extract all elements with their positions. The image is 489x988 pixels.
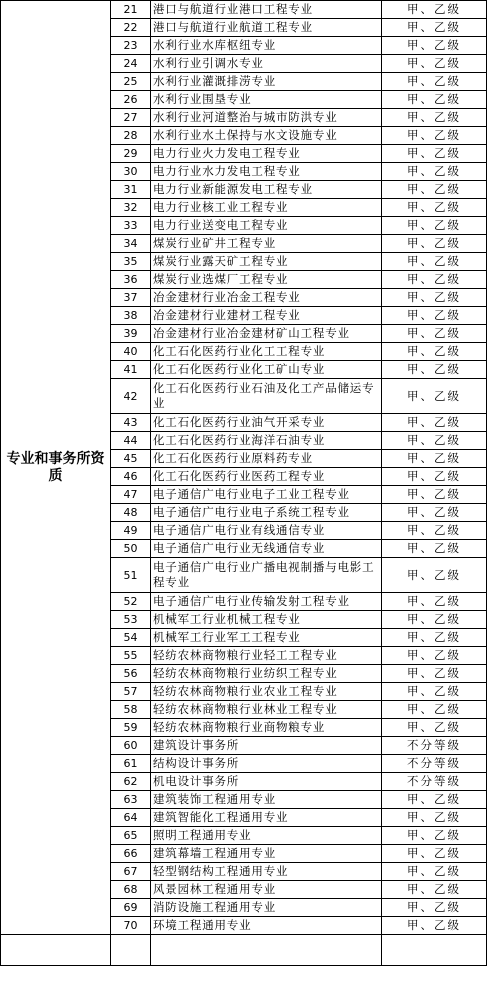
- qualification-name: 冶金建材行业冶金工程专业: [151, 289, 382, 307]
- qualification-grade: 甲、乙级: [382, 791, 487, 809]
- row-number: 40: [111, 343, 151, 361]
- row-number: 42: [111, 379, 151, 414]
- qualification-grade: 甲、乙级: [382, 486, 487, 504]
- qualification-name: 港口与航道行业航道工程专业: [151, 19, 382, 37]
- empty-cell: [151, 935, 382, 966]
- qualification-grade: 甲、乙级: [382, 522, 487, 540]
- row-number: 52: [111, 593, 151, 611]
- qualification-name: 建筑幕墙工程通用专业: [151, 845, 382, 863]
- qualification-name: 港口与航道行业港口工程专业: [151, 1, 382, 19]
- qualification-name: 水利行业引调水专业: [151, 55, 382, 73]
- qualification-grade: 甲、乙级: [382, 809, 487, 827]
- row-number: 22: [111, 19, 151, 37]
- row-number: 57: [111, 683, 151, 701]
- row-number: 70: [111, 917, 151, 935]
- row-number: 30: [111, 163, 151, 181]
- qualification-grade: 不分等级: [382, 773, 487, 791]
- empty-cell: [111, 935, 151, 966]
- row-number: 45: [111, 450, 151, 468]
- qualification-name: 结构设计事务所: [151, 755, 382, 773]
- qualification-grade: 甲、乙级: [382, 468, 487, 486]
- row-number: 64: [111, 809, 151, 827]
- qualification-grade: 甲、乙级: [382, 73, 487, 91]
- empty-cell: [382, 935, 487, 966]
- qualification-grade: 甲、乙级: [382, 629, 487, 647]
- qualification-name: 轻纺农林商物粮行业农业工程专业: [151, 683, 382, 701]
- qualification-name: 化工石化医药行业原料药专业: [151, 450, 382, 468]
- qualification-grade: 甲、乙级: [382, 450, 487, 468]
- qualification-name: 冶金建材行业冶金建材矿山工程专业: [151, 325, 382, 343]
- qualification-name: 煤炭行业露天矿工程专业: [151, 253, 382, 271]
- row-number: 34: [111, 235, 151, 253]
- row-number: 55: [111, 647, 151, 665]
- qualification-name: 电子通信广电行业电子系统工程专业: [151, 504, 382, 522]
- qualification-grade: 甲、乙级: [382, 558, 487, 593]
- qualification-grade: 甲、乙级: [382, 181, 487, 199]
- qualification-grade: 甲、乙级: [382, 863, 487, 881]
- qualification-name: 电子通信广电行业传输发射工程专业: [151, 593, 382, 611]
- qualification-grade: 甲、乙级: [382, 701, 487, 719]
- table-body: [1, 1, 487, 966]
- qualification-name: 化工石化医药行业化工矿山专业: [151, 361, 382, 379]
- qualification-grade: 甲、乙级: [382, 307, 487, 325]
- row-number: 31: [111, 181, 151, 199]
- qualification-grade: 甲、乙级: [382, 235, 487, 253]
- row-number: 38: [111, 307, 151, 325]
- row-number: 54: [111, 629, 151, 647]
- row-number: 47: [111, 486, 151, 504]
- row-number: 67: [111, 863, 151, 881]
- row-number: 56: [111, 665, 151, 683]
- category-cell: 专业和事务所资质: [1, 1, 111, 935]
- qualification-grade: 甲、乙级: [382, 593, 487, 611]
- qualification-grade: 甲、乙级: [382, 325, 487, 343]
- qualification-name: 电子通信广电行业广播电视制播与电影工程专业: [151, 558, 382, 593]
- qualification-name: 电子通信广电行业电子工业工程专业: [151, 486, 382, 504]
- row-number: 26: [111, 91, 151, 109]
- qualification-name: 水利行业水土保持与水文设施专业: [151, 127, 382, 145]
- qualification-grade: 甲、乙级: [382, 845, 487, 863]
- row-number: 48: [111, 504, 151, 522]
- qualification-grade: 不分等级: [382, 737, 487, 755]
- row-number: 58: [111, 701, 151, 719]
- row-number: 35: [111, 253, 151, 271]
- qualification-grade: 甲、乙级: [382, 414, 487, 432]
- qualification-grade: 不分等级: [382, 755, 487, 773]
- qualification-name: 建筑装饰工程通用专业: [151, 791, 382, 809]
- qualification-name: 轻纺农林商物粮行业林业工程专业: [151, 701, 382, 719]
- qualification-grade: 甲、乙级: [382, 127, 487, 145]
- qualification-grade: 甲、乙级: [382, 881, 487, 899]
- qualification-grade: 甲、乙级: [382, 719, 487, 737]
- row-number: 33: [111, 217, 151, 235]
- qualification-name: 煤炭行业选煤厂工程专业: [151, 271, 382, 289]
- qualification-name: 水利行业围垦专业: [151, 91, 382, 109]
- row-number: 61: [111, 755, 151, 773]
- row-number: 27: [111, 109, 151, 127]
- qualification-grade: 甲、乙级: [382, 199, 487, 217]
- qualification-name: 电力行业核工业工程专业: [151, 199, 382, 217]
- qualification-name: 机械军工行业机械工程专业: [151, 611, 382, 629]
- row-number: 68: [111, 881, 151, 899]
- row-number: 63: [111, 791, 151, 809]
- qualification-name: 轻纺农林商物粮行业轻工工程专业: [151, 647, 382, 665]
- row-number: 23: [111, 37, 151, 55]
- table-row: [1, 1, 487, 19]
- row-number: 46: [111, 468, 151, 486]
- empty-cell: [1, 935, 111, 966]
- qualification-grade: 甲、乙级: [382, 271, 487, 289]
- qualification-grade: 甲、乙级: [382, 540, 487, 558]
- qualification-name: 化工石化医药行业海洋石油专业: [151, 432, 382, 450]
- qualification-name: 电力行业火力发电工程专业: [151, 145, 382, 163]
- row-number: 69: [111, 899, 151, 917]
- row-number: 66: [111, 845, 151, 863]
- qualification-grade: 甲、乙级: [382, 145, 487, 163]
- qualification-grade: 甲、乙级: [382, 19, 487, 37]
- qualification-grade: 甲、乙级: [382, 1, 487, 19]
- qualification-name: 水利行业河道整治与城市防洪专业: [151, 109, 382, 127]
- row-number: 44: [111, 432, 151, 450]
- qualification-grade: 甲、乙级: [382, 163, 487, 181]
- qualification-name: 机械军工行业军工工程专业: [151, 629, 382, 647]
- qualification-grade: 甲、乙级: [382, 899, 487, 917]
- row-number: 39: [111, 325, 151, 343]
- qualification-name: 照明工程通用专业: [151, 827, 382, 845]
- qualification-name: 水利行业灌溉排涝专业: [151, 73, 382, 91]
- qualification-grade: 甲、乙级: [382, 611, 487, 629]
- qualification-name: 电子通信广电行业有线通信专业: [151, 522, 382, 540]
- row-number: 51: [111, 558, 151, 593]
- row-number: 62: [111, 773, 151, 791]
- qualification-grade: 甲、乙级: [382, 647, 487, 665]
- qualification-grade: 甲、乙级: [382, 504, 487, 522]
- qualification-name: 轻型钢结构工程通用专业: [151, 863, 382, 881]
- row-number: 36: [111, 271, 151, 289]
- qualification-name: 煤炭行业矿井工程专业: [151, 235, 382, 253]
- qualification-name: 化工石化医药行业油气开采专业: [151, 414, 382, 432]
- qualification-name: 机电设计事务所: [151, 773, 382, 791]
- row-number: 65: [111, 827, 151, 845]
- row-number: 25: [111, 73, 151, 91]
- qualification-grade: 甲、乙级: [382, 432, 487, 450]
- row-number: 43: [111, 414, 151, 432]
- qualification-name: 轻纺农林商物粮行业纺织工程专业: [151, 665, 382, 683]
- row-number: 59: [111, 719, 151, 737]
- row-number: 28: [111, 127, 151, 145]
- row-number: 49: [111, 522, 151, 540]
- row-number: 21: [111, 1, 151, 19]
- qualification-name: 水利行业水库枢纽专业: [151, 37, 382, 55]
- qualification-grade: 甲、乙级: [382, 343, 487, 361]
- row-number: 60: [111, 737, 151, 755]
- qualification-grade: 甲、乙级: [382, 253, 487, 271]
- qualification-grade: 甲、乙级: [382, 217, 487, 235]
- qualification-grade: 甲、乙级: [382, 683, 487, 701]
- qualification-name: 化工石化医药行业化工工程专业: [151, 343, 382, 361]
- qualification-grade: 甲、乙级: [382, 289, 487, 307]
- qualification-name: 电力行业新能源发电工程专业: [151, 181, 382, 199]
- qualification-name: 建筑智能化工程通用专业: [151, 809, 382, 827]
- qualification-grade: 甲、乙级: [382, 91, 487, 109]
- qualification-grade: 甲、乙级: [382, 379, 487, 414]
- qualification-name: 化工石化医药行业医药工程专业: [151, 468, 382, 486]
- row-number: 50: [111, 540, 151, 558]
- qualification-name: 冶金建材行业建材工程专业: [151, 307, 382, 325]
- qualification-grade: 甲、乙级: [382, 55, 487, 73]
- qualification-grade: 甲、乙级: [382, 827, 487, 845]
- qualification-name: 风景园林工程通用专业: [151, 881, 382, 899]
- qualification-name: 消防设施工程通用专业: [151, 899, 382, 917]
- qualification-grade: 甲、乙级: [382, 361, 487, 379]
- qualification-name: 电力行业送变电工程专业: [151, 217, 382, 235]
- qualification-name: 轻纺农林商物粮行业商物粮专业: [151, 719, 382, 737]
- qualification-name: 建筑设计事务所: [151, 737, 382, 755]
- row-number: 29: [111, 145, 151, 163]
- qualification-name: 环境工程通用专业: [151, 917, 382, 935]
- qualification-grade: 甲、乙级: [382, 109, 487, 127]
- qualification-grade: 甲、乙级: [382, 665, 487, 683]
- qualification-grade: 甲、乙级: [382, 917, 487, 935]
- row-number: 53: [111, 611, 151, 629]
- qualification-name: 电子通信广电行业无线通信专业: [151, 540, 382, 558]
- row-number: 24: [111, 55, 151, 73]
- empty-row: [1, 935, 487, 966]
- row-number: 41: [111, 361, 151, 379]
- qualification-name: 化工石化医药行业石油及化工产品储运专业: [151, 379, 382, 414]
- row-number: 32: [111, 199, 151, 217]
- row-number: 37: [111, 289, 151, 307]
- qualification-name: 电力行业水力发电工程专业: [151, 163, 382, 181]
- qualification-grade: 甲、乙级: [382, 37, 487, 55]
